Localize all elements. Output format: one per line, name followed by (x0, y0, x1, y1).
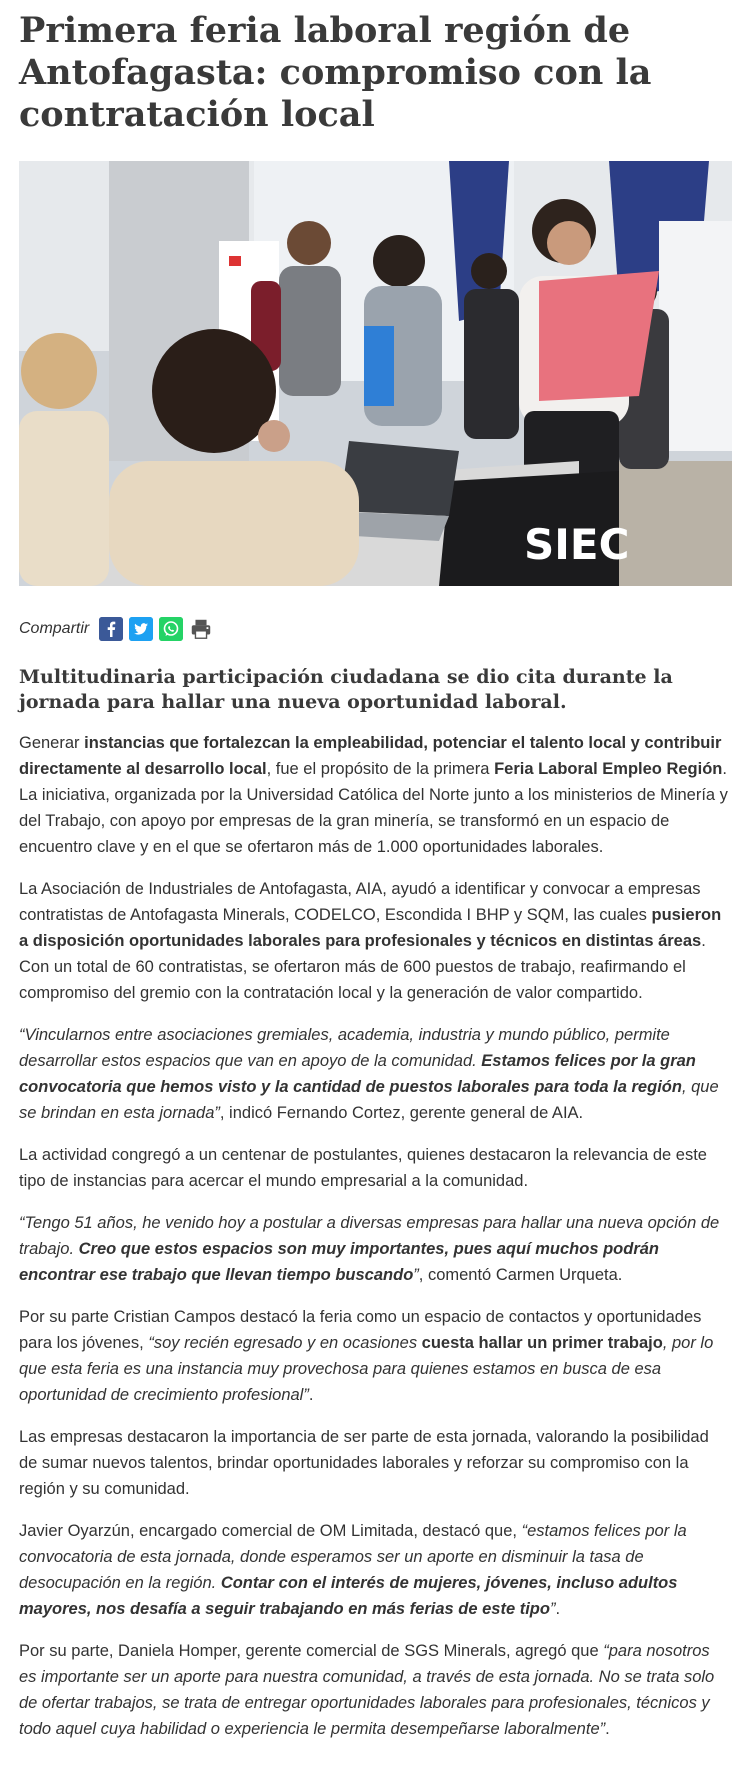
paragraph-bold: instancias que fortalezcan la empleabilidad, potenciar el talento local y contribuir directamente al desarrollo local (19, 734, 722, 778)
paragraph-text: . (308, 1386, 314, 1404)
quote-text: , por lo que esta feria es una instancia muy provechosa para quienes estamos en busca de esa oportunidad de crecimiento profesional” (19, 1334, 714, 1404)
paragraph-bold: pusieron a disposición oportunidades laborales para profesionales y técnicos en distintas áreas (19, 906, 722, 950)
quote-text: “soy recién egresado y en ocasiones (148, 1334, 422, 1352)
print-icon (189, 616, 213, 642)
quote-bold: Contar con el interés de mujeres, jóvenes, incluso adultos mayores, nos desafía a seguir trabajando en más ferias de este tipo (19, 1574, 678, 1618)
paragraph-bold: Feria Laboral Empleo Región (494, 760, 723, 778)
paragraph-text: La actividad congregó a un centenar de postulantes, quienes destacaron la relevancia de este tipo de instancias para acercar el mundo empresarial a la comunidad. (19, 1146, 707, 1190)
quote-text: “Vincularnos entre asociaciones gremiales, academia, industria y mundo público, permite desarrollar estos espacios que van en apoyo de la comunidad. (19, 1026, 670, 1070)
article-title: Primera feria laboral región de Antofagasta: compromiso con la contratación local (19, 10, 652, 135)
quote-bold: Creo que estos espacios son muy importantes, pues aquí muchos podrán encontrar ese trabajo que llevan tiempo buscando (19, 1240, 660, 1284)
attribution-text: , indicó Fernando Cortez, gerente general de AIA. (219, 1104, 584, 1122)
attribution-text: , comentó Carmen Urqueta. (418, 1266, 623, 1284)
paragraph-text: . (605, 1720, 610, 1738)
paragraph-text: Generar (19, 734, 85, 752)
share-label: Compartir (19, 620, 90, 637)
paragraph-bold: cuesta hallar un primer trabajo (421, 1334, 663, 1352)
paragraph-text: Por su parte, Daniela Homper, gerente comercial de SGS Minerals, agregó que (19, 1642, 604, 1660)
paragraph-6 (19, 1304, 731, 1408)
paragraph-7 (19, 1424, 731, 1502)
paragraph-1 (19, 730, 731, 860)
whatsapp-share-button[interactable] (159, 617, 183, 641)
paragraph-8 (19, 1518, 731, 1622)
quote-text: “estamos felices por la convocatoria de esta jornada, donde esperamos ser un aporte en disminuir la tasa de desocupación en la región. (19, 1522, 687, 1592)
paragraph-2 (19, 876, 731, 1006)
paragraph-4 (19, 1142, 731, 1194)
hero-photo (19, 161, 732, 586)
article-body (19, 730, 731, 1758)
paragraph-text: . (555, 1600, 561, 1618)
facebook-icon (99, 617, 123, 641)
paragraph-text: Las empresas destacaron la importancia de ser parte de esta jornada, valorando la posibilidad de sumar nuevos talentos, brindar oportunidades laborales y reforzar su compromiso con la región y su comunidad. (19, 1428, 709, 1498)
quote-text: “para nosotros es importante ser un aporte para nuestra comunidad, a través de esta jornada. No se trata solo de ofertar trabajos, se trata de entregar oportunidades laborales para profesionales, técnicos y todo aquel cuya habilidad o experiencia le permita desempeñarse laboralmente” (19, 1642, 715, 1738)
stand-sign-text: SIEC (524, 520, 630, 569)
twitter-share-button[interactable] (129, 617, 153, 641)
print-button[interactable] (189, 617, 213, 641)
quote-text: , que se brindan en esta jornada” (19, 1078, 719, 1122)
quote-text: ” (413, 1266, 419, 1284)
facebook-share-button[interactable] (99, 617, 123, 641)
paragraph-text: Javier Oyarzún, encargado comercial de OM Limitada, destacó que, (19, 1522, 522, 1540)
paragraph-9 (19, 1638, 731, 1742)
paragraph-3-quote (19, 1022, 731, 1126)
whatsapp-icon (159, 617, 183, 641)
twitter-icon (129, 617, 153, 641)
article-subtitle: Multitudinaria participación ciudadana se dio cita durante la jornada para hallar una nueva oportunidad laboral. (19, 666, 673, 713)
paragraph-text: La Asociación de Industriales de Antofagasta, AIA, ayudó a identificar y convocar a empresas contratistas de Antofagasta Minerals, CODELCO, Escondida I BHP y SQM, las cuales (19, 880, 701, 924)
quote-text: ” (549, 1600, 556, 1618)
paragraph-5-quote (19, 1210, 731, 1288)
paragraph-text: , fue el propósito de la primera (266, 760, 495, 778)
quote-bold: Estamos felices por la gran convocatoria que hemos visto y la cantidad de puestos laborales para toda la región (19, 1052, 696, 1096)
share-bar (19, 617, 213, 641)
paragraph-text: . Con un total de 60 contratistas, se ofertaron más de 600 puestos de trabajo, reafirmando el compromiso del gremio con la contratación local y la generación de valor compartido. (19, 932, 706, 1002)
quote-text: “Tengo 51 años, he venido hoy a postular a diversas empresas para hallar una nueva opción de trabajo. (19, 1214, 720, 1258)
job-fair-photo (19, 161, 732, 586)
paragraph-text: . La iniciativa, organizada por la Universidad Católica del Norte junto a los ministerios de Minería y del Trabajo, con apoyo por empresas de la gran minería, se transformó en un espacio de encuentro clave y en el que se ofertaron más de 1.000 oportunidades laborales. (19, 760, 728, 856)
paragraph-text: Por su parte Cristian Campos destacó la feria como un espacio de contactos y oportunidades para los jóvenes, (19, 1308, 702, 1352)
